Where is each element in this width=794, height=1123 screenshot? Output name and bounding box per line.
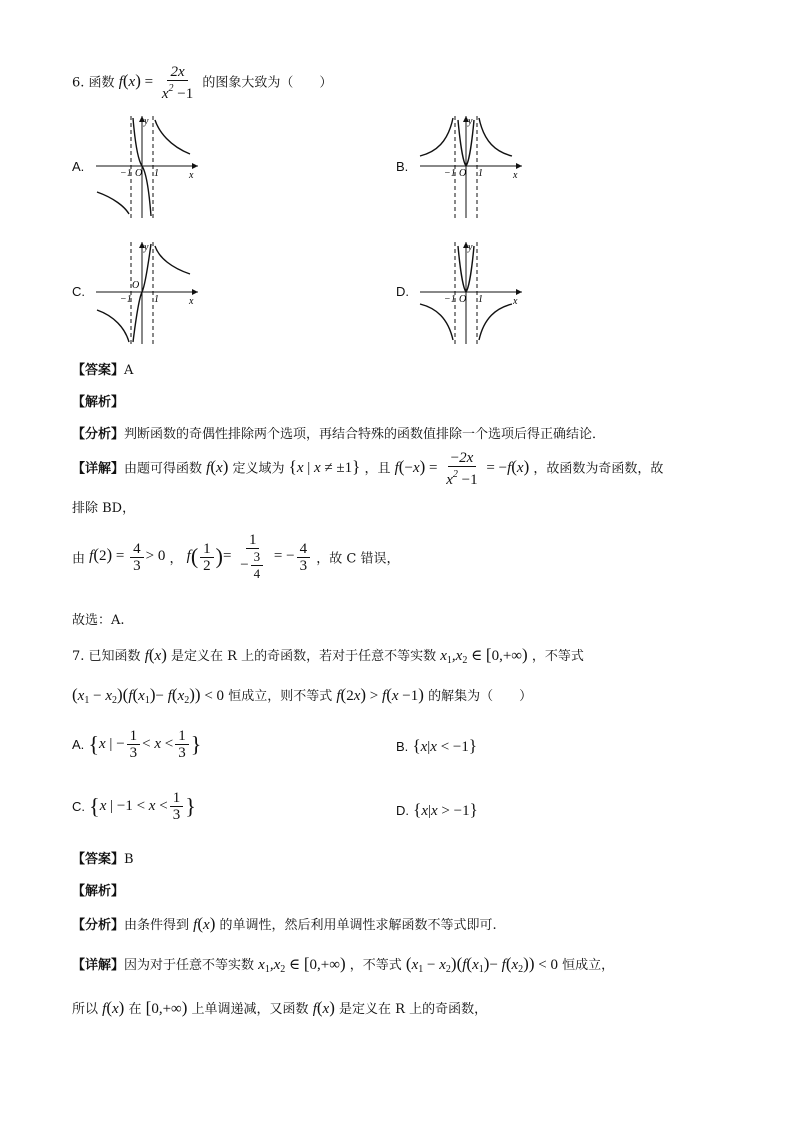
q7-option-b-set: {x|x < −1}	[412, 736, 478, 755]
q7-option-c-set: {x | −1 < x < $\frac{1}{3}$ }	[89, 790, 196, 823]
svg-text:x: x	[189, 170, 194, 181]
q6-function-formula: f(x) = $\frac{2x}{x^2 -1}$	[118, 64, 194, 102]
q7-answer-value: B	[124, 852, 134, 867]
q7-stem-1c: ，不等式	[531, 649, 584, 664]
q6-fenxi	[72, 423, 605, 442]
q7-stem-1a: 7. 已知函数	[72, 649, 141, 664]
svg-text:−1: −1	[120, 168, 132, 179]
q7-detail-2c: 上单调递减，又函数	[191, 1002, 309, 1017]
q6-fenxi-text: 判断函数的奇偶性排除两个选项，再结合特殊的函数值排除一个选项后得正确结论．	[124, 427, 606, 442]
q7-fenxi-b: 的单调性，然后利用单调性求解函数不等式即可.	[219, 918, 497, 933]
svg-text:x: x	[189, 296, 194, 307]
q7-condition: $(x_1 - x_2)(f(x_1)- f(x_2)) < 0$	[72, 685, 225, 706]
svg-text:y: y	[468, 242, 473, 253]
q7-detail-1a: 因为对于任意不等实数	[124, 958, 255, 973]
q7-fenxi-tag: 【分析】	[72, 918, 125, 933]
q7-option-a-set: {x | − $\frac{1}{3}$ < x < $\frac{1}{3}$ }	[88, 728, 202, 761]
q6-answer-tag: 【答案】	[72, 363, 125, 378]
q6-answer-value: A	[124, 363, 134, 378]
q6-fx-1: f(x)	[206, 457, 229, 477]
q6-detail-line2: 排除 BD，	[72, 501, 136, 516]
q7-detail-line1	[72, 954, 614, 975]
q6-graph-b	[416, 112, 526, 222]
q7-fenxi	[72, 914, 497, 934]
q7-detail-2d: 是定义在 R 上的奇函数，	[339, 1002, 488, 1017]
svg-text:y: y	[144, 116, 149, 127]
q6-f2-value: f(2) = $\frac{4}{3}$ > 0	[89, 540, 166, 574]
q7-analysis-tag: 【解析】	[72, 884, 125, 899]
q6-answer	[72, 359, 133, 378]
q7-inequality: f(2x) > f(x −1)	[336, 685, 424, 704]
q6-detail-line1	[72, 450, 663, 488]
q7-option-c	[72, 790, 196, 823]
q6-detail-text-1d: ，故函数为奇函数，故	[533, 461, 664, 477]
q7-fenxi-a: 由条件得到	[124, 918, 190, 933]
q7-detail-2a: 所以	[72, 1002, 99, 1017]
q7-detail-domain: $x_1,x_2$ ∈ [0,+∞)	[258, 954, 346, 975]
q6-conclusion: 故选：A.	[72, 613, 125, 628]
q6-graph-d	[416, 238, 526, 348]
q7-answer-tag: 【答案】	[72, 852, 125, 867]
svg-text:1: 1	[154, 294, 159, 305]
svg-text:1: 1	[154, 168, 159, 179]
q6-graph-c	[92, 238, 202, 348]
svg-text:−1: −1	[120, 294, 132, 305]
q6-fenxi-tag: 【分析】	[72, 427, 125, 442]
q6-detail-text-1c: ，且	[364, 461, 391, 477]
q7-detail-tag: 【详解】	[72, 958, 125, 973]
q7-stem-2a: 恒成立，则不等式	[228, 689, 333, 704]
q6-detail-text-3a: 由	[72, 551, 86, 567]
q6-fhalf-value: f( $\frac{1}{2}$ )= 1 − $\frac{3}{4}$ = − $\frac{4}{3}$	[187, 548, 312, 564]
q7-detail-condition: $(x_1 - x_2)(f(x_1)- f(x_2)) < 0$	[405, 954, 558, 975]
svg-text:1: 1	[478, 294, 483, 305]
q6-option-b-label: B.	[396, 159, 409, 174]
svg-text:y: y	[468, 116, 473, 127]
q6-detail-text-1a: 由题可得函数	[124, 461, 203, 477]
q6-stem-suffix: 的图象大致为（ ）	[202, 75, 333, 91]
q7-option-d-label: D.	[396, 803, 409, 818]
q7-detail-1b: ，不等式	[349, 958, 402, 973]
q7-detail-line2	[72, 998, 487, 1018]
q7-option-d	[396, 800, 478, 820]
q7-option-c-label: C.	[72, 798, 85, 814]
svg-text:x: x	[513, 170, 518, 181]
q7-option-d-set: {x|x > −1}	[413, 800, 478, 819]
q7-detail-interval: [0,+∞)	[145, 998, 188, 1017]
q6-detail-text-3c: ，故 C 错误，	[316, 551, 400, 567]
svg-text:O: O	[135, 168, 143, 179]
svg-text:O: O	[132, 280, 140, 291]
q7-stem-2b: 的解集为（ ）	[428, 689, 533, 704]
svg-text:1: 1	[478, 168, 483, 179]
q7-option-b-label: B.	[396, 739, 409, 754]
q7-fenxi-fx: f(x)	[193, 914, 216, 933]
q7-stem-1b: 是定义在 R 上的奇函数，若对于任意不等实数	[171, 649, 437, 664]
svg-text:y: y	[144, 242, 149, 253]
q7-stem-line2	[72, 685, 532, 706]
q6-detail-text-1b: 定义域为	[232, 461, 285, 477]
q7-detail-2b: 在	[128, 1002, 142, 1017]
q6-stem-prefix: 6. 函数	[72, 75, 115, 91]
svg-text:O: O	[459, 294, 467, 305]
q7-detail-fx-2: f(x)	[312, 998, 335, 1017]
q7-fx: f(x)	[144, 645, 167, 664]
q7-answer	[72, 848, 134, 867]
q7-stem-line1	[72, 645, 584, 666]
q7-option-b	[396, 736, 477, 756]
q6-detail-text-3b: ，	[169, 551, 183, 567]
svg-text:−1: −1	[444, 168, 456, 179]
q6-detail-line3	[72, 532, 399, 582]
q6-option-c-label: C.	[72, 284, 85, 299]
q7-x1x2-domain: $x_1,x_2$ ∈ [0,+∞)	[440, 645, 528, 666]
q6-odd-check: f(−x) = $\frac{-2x}{x^2 -1}$ = −f(x)	[394, 450, 530, 488]
q7-option-a-label: A.	[72, 736, 85, 752]
q7-detail-1c: 恒成立，	[562, 958, 615, 973]
svg-text:O: O	[459, 168, 467, 179]
q6-detail-tag: 【详解】	[72, 461, 125, 477]
q6-option-a-label: A.	[72, 159, 85, 174]
q6-option-d-label: D.	[396, 284, 409, 299]
q6-domain: {x | x ≠ ±1}	[288, 457, 361, 477]
q6-analysis-tag: 【解析】	[72, 395, 125, 410]
svg-text:−1: −1	[444, 294, 456, 305]
q6-stem	[72, 64, 332, 102]
q6-graph-a	[92, 112, 202, 222]
q7-option-a	[72, 728, 201, 761]
svg-text:x: x	[513, 296, 518, 307]
q7-detail-fx-1: f(x)	[102, 998, 125, 1017]
